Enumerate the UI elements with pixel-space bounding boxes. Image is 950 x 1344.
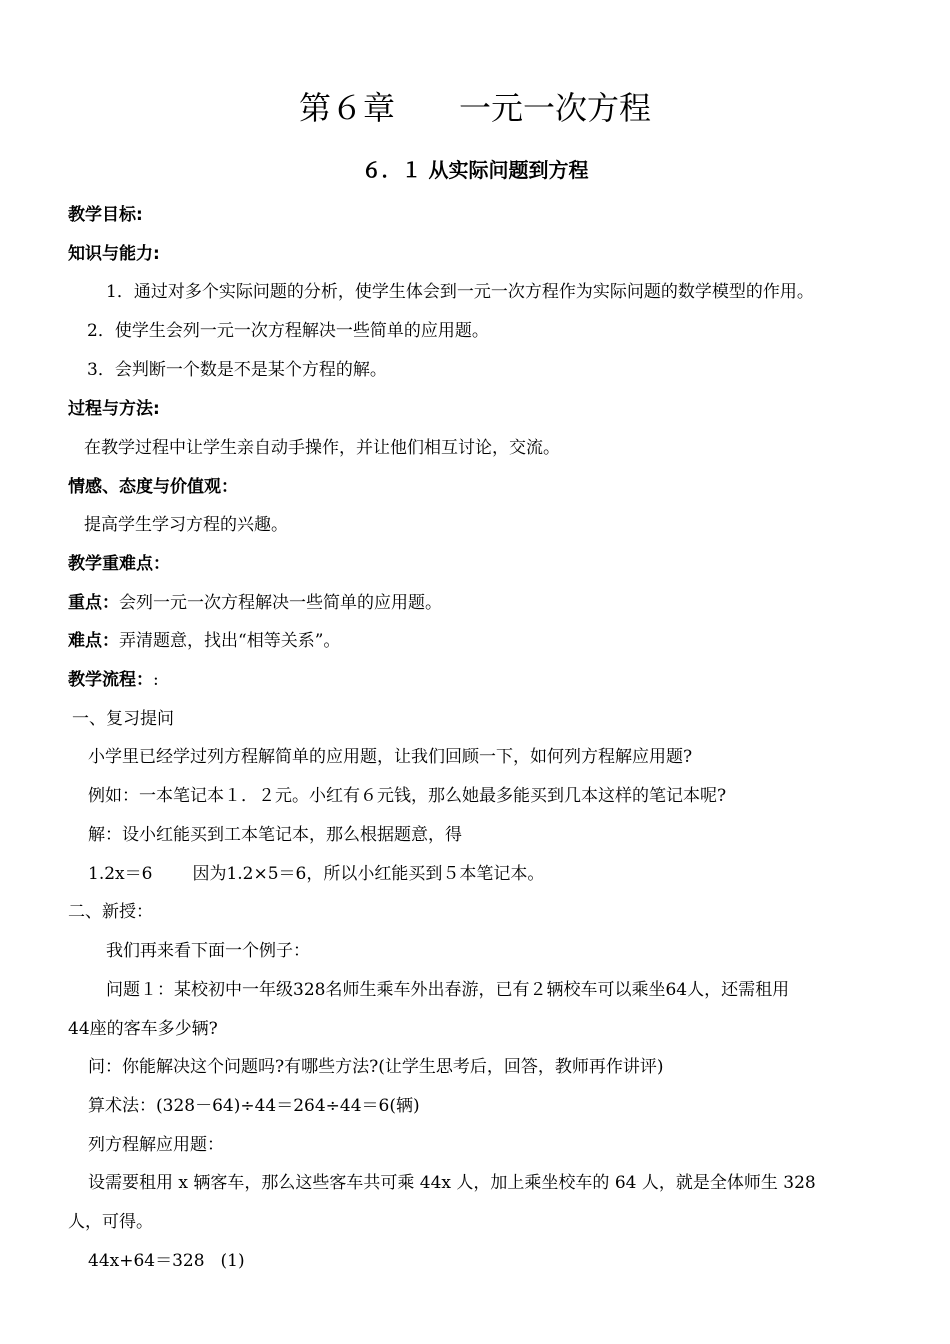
equation-1-number: (1): [220, 1251, 245, 1271]
review-solution: 解：设小红能买到工本笔记本，那么根据题意，得: [88, 825, 462, 845]
new-lesson-intro: 我们再来看下面一个例子：: [106, 941, 310, 961]
teaching-flow-colon: :: [153, 670, 159, 690]
difficult-point-text: 弄清题意，找出“相等关系”。: [119, 631, 341, 651]
goal-item-1: 1．通过对多个实际问题的分析，使学生体会到一元一次方程作为实际问题的数学模型的作用。: [106, 282, 814, 302]
teaching-flow-label: 教学流程：: [68, 670, 153, 690]
goal-item-2: 2．使学生会列一元一次方程解决一些简单的应用题。: [87, 321, 489, 341]
teaching-flow-line: [68, 669, 159, 691]
section-new-lesson: 二、新授：: [68, 902, 153, 922]
difficult-point-label: 难点：: [68, 631, 119, 651]
section-title: ６．１ 从实际问题到方程: [361, 158, 589, 182]
emotion-values-text: 提高学生学习方程的兴趣。: [84, 515, 288, 535]
heading-teaching-goals: 教学目标:: [68, 205, 143, 225]
review-conclusion: 因为1.2×5＝6，所以小红能买到５本笔记本。: [192, 864, 545, 884]
question-text: 问：你能解决这个问题吗?有哪些方法?(让学生思考后，回答，教师再作讲评): [88, 1057, 664, 1077]
problem-1-text: 问题１：某校初中一年级328名师生乘车外出春游，已有２辆校车可以乘坐64人，还需租用: [106, 980, 790, 1000]
process-method-text: 在教学过程中让学生亲自动手操作，并让他们相互讨论，交流。: [84, 438, 560, 458]
goal-item-3: 3．会判断一个数是不是某个方程的解。: [87, 360, 387, 380]
heading-knowledge-ability: 知识与能力:: [68, 244, 160, 264]
key-point-line: [68, 592, 442, 614]
equation-1-line: [88, 1250, 245, 1272]
heading-process-method: 过程与方法:: [68, 399, 160, 419]
review-example: 例如：一本笔记本１．２元。小红有６元钱，那么她最多能买到几本这样的笔记本呢?: [88, 786, 727, 806]
chapter-title: 第６章 一元一次方程: [298, 89, 651, 127]
key-point-label: 重点：: [68, 593, 119, 613]
equation-setup: 设需要租用 x 辆客车，那么这些客车共可乘 44x 人，加上乘坐校车的 64 人，就是全体师生 328: [88, 1173, 816, 1193]
section-review: 一、复习提问: [72, 709, 174, 729]
key-point-text: 会列一元一次方程解决一些简单的应用题。: [119, 593, 442, 613]
equation-setup-cont: 人，可得。: [68, 1212, 153, 1232]
arithmetic-method: 算术法：(328－64)÷44＝264÷44＝6(辆): [88, 1096, 420, 1116]
equation-method-heading: 列方程解应用题：: [88, 1135, 224, 1155]
difficult-point-line: [68, 630, 340, 652]
review-text: 小学里已经学过列方程解简单的应用题，让我们回顾一下，如何列方程解应用题?: [88, 747, 693, 767]
review-equation: 1.2x＝6: [88, 864, 153, 884]
heading-emotion-values: 情感、态度与价值观：: [68, 477, 238, 497]
equation-1: 44x+64＝328: [88, 1251, 205, 1271]
problem-1-text-cont: 44座的客车多少辆?: [68, 1019, 218, 1039]
review-equation-line: [88, 863, 544, 885]
heading-key-difficult: 教学重难点：: [68, 554, 170, 574]
